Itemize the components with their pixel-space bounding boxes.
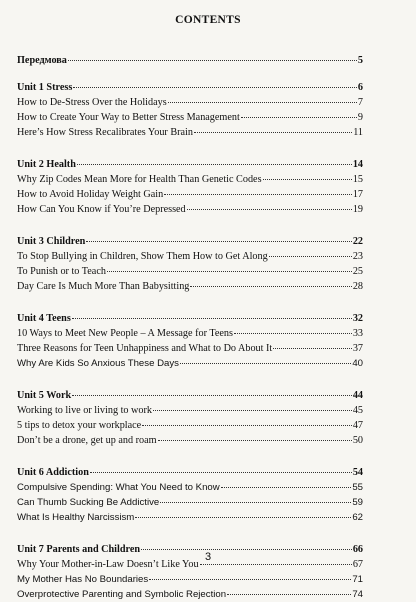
toc-preface: [17, 53, 363, 68]
page-title: CONTENTS: [175, 14, 241, 26]
toc-page-number: 45: [352, 405, 363, 416]
dot-leader: [135, 517, 351, 518]
section-gap: [17, 140, 363, 157]
toc-label: To Punish or to Teach: [17, 266, 106, 277]
section-gap: [17, 371, 363, 388]
toc-unit-heading: [17, 388, 363, 403]
toc-page-number: 67: [352, 559, 363, 570]
toc-label: Overprotective Parenting and Symbolic Rejection: [17, 589, 227, 600]
toc-label: Compulsive Spending: What You Need to Know: [17, 482, 220, 493]
toc-unit-heading: [17, 234, 363, 249]
dot-leader: [141, 549, 352, 550]
toc-label: Here’s How Stress Recalibrates Your Brain: [17, 127, 193, 138]
toc-page-number: 66: [352, 544, 363, 555]
toc-label: Unit 3 Children: [17, 236, 86, 247]
toc-label: Unit 7 Parents and Children: [17, 544, 141, 555]
toc-label: How to De-Stress Over the Holidays: [17, 97, 167, 108]
toc-label: Don’t be a drone, get up and roam: [17, 435, 157, 446]
section-gap: [17, 68, 363, 80]
toc-page-number: 74: [352, 589, 363, 600]
toc-page-number: 7: [357, 97, 363, 108]
dot-leader: [221, 487, 352, 488]
dot-leader: [241, 117, 357, 118]
toc-page-number: 28: [352, 281, 363, 292]
section-gap: [17, 448, 363, 465]
dot-leader: [180, 363, 351, 364]
section-gap: [17, 217, 363, 234]
toc-label: Unit 4 Teens: [17, 313, 71, 324]
toc-label: 5 tips to detox your workplace: [17, 420, 142, 431]
toc-entry: [17, 187, 363, 202]
toc-unit-heading: [17, 311, 363, 326]
toc-units: [17, 68, 363, 602]
toc-page-number: 62: [352, 512, 363, 523]
toc-page-number: 9: [357, 112, 363, 123]
toc-entry: [17, 202, 363, 217]
toc-entry: [17, 403, 363, 418]
toc-label: How to Create Your Way to Better Stress Management: [17, 112, 240, 123]
toc-label: What Is Healthy Narcissism: [17, 512, 135, 523]
dot-leader: [86, 241, 352, 242]
toc-page-number: 6: [357, 82, 363, 93]
toc-unit-heading: [17, 465, 363, 480]
dot-leader: [72, 395, 352, 396]
toc-page-number: 47: [352, 420, 363, 431]
toc-unit-heading: [17, 80, 363, 95]
toc-entry: [17, 418, 363, 433]
dot-leader: [158, 440, 352, 441]
toc-label: My Mother Has No Boundaries: [17, 574, 149, 585]
toc-label: How Can You Know if You’re Depressed: [17, 204, 186, 215]
toc-entry: [17, 279, 363, 294]
section-gap: [17, 294, 363, 311]
toc-label: Unit 6 Addiction: [17, 467, 89, 478]
toc-label: Working to live or living to work: [17, 405, 152, 416]
toc-page-number: 32: [352, 313, 363, 324]
toc-entry: [17, 433, 363, 448]
toc-entry: [17, 572, 363, 587]
toc-entry: [17, 326, 363, 341]
dot-leader: [269, 256, 352, 257]
section-gap: [17, 525, 363, 542]
dot-leader: [73, 87, 357, 88]
dot-leader: [72, 318, 352, 319]
page-number: 3: [204, 551, 212, 563]
toc-page-number: 37: [352, 343, 363, 354]
toc-label: Unit 1 Stress: [17, 82, 73, 93]
toc-label: Day Care Is Much More Than Babysitting: [17, 281, 190, 292]
table-of-contents: [17, 53, 363, 602]
dot-leader: [164, 194, 352, 195]
toc-entry: [17, 587, 363, 602]
toc-entry: [17, 125, 363, 140]
toc-page-number: 50: [352, 435, 363, 446]
toc-page-number: 11: [353, 127, 363, 138]
dot-leader: [190, 286, 351, 287]
toc-page-number: 23: [352, 251, 363, 262]
dot-leader: [273, 348, 352, 349]
toc-entry: [17, 95, 363, 110]
dot-leader: [227, 594, 351, 595]
toc-label: Can Thumb Sucking Be Addictive: [17, 497, 160, 508]
toc-entry: [17, 249, 363, 264]
toc-label: Передмова: [17, 55, 67, 66]
toc-page-number: 5: [357, 55, 363, 66]
toc-entry: [17, 110, 363, 125]
dot-leader: [187, 209, 352, 210]
toc-label: 10 Ways to Meet New People – A Message for Teens: [17, 328, 233, 339]
toc-entry: [17, 480, 363, 495]
toc-entry: [17, 264, 363, 279]
toc-page-number: 17: [352, 189, 363, 200]
dot-leader: [194, 132, 352, 133]
toc-page-number: 15: [352, 174, 363, 185]
dot-leader: [234, 333, 352, 334]
dot-leader: [107, 271, 352, 272]
toc-label: To Stop Bullying in Children, Show Them How to Get Along: [17, 251, 268, 262]
toc-entry: [17, 495, 363, 510]
toc-page-number: 33: [352, 328, 363, 339]
toc-label: Three Reasons for Teen Unhappiness and What to Do About It: [17, 343, 273, 354]
dot-leader: [142, 425, 352, 426]
toc-entry: [17, 341, 363, 356]
toc-page-number: 44: [352, 390, 363, 401]
dot-leader: [149, 579, 351, 580]
dot-leader: [90, 472, 352, 473]
toc-label: Why Are Kids So Anxious These Days: [17, 358, 179, 369]
toc-page-number: 54: [352, 467, 363, 478]
toc-page-number: 40: [352, 358, 363, 369]
toc-unit-heading: [17, 157, 363, 172]
toc-page-number: 59: [352, 497, 363, 508]
dot-leader: [263, 179, 352, 180]
toc-entry: [17, 356, 363, 371]
toc-entry: [17, 172, 363, 187]
toc-label: Why Your Mother-in-Law Doesn’t Like You: [17, 559, 199, 570]
toc-entry: [17, 510, 363, 525]
toc-label: How to Avoid Holiday Weight Gain: [17, 189, 164, 200]
toc-page-number: 55: [352, 482, 363, 493]
dot-leader: [68, 60, 357, 61]
dot-leader: [168, 102, 357, 103]
toc-page-number: 19: [352, 204, 363, 215]
toc-label: Unit 5 Work: [17, 390, 72, 401]
dot-leader: [200, 564, 352, 565]
toc-label: Unit 2 Health: [17, 159, 76, 170]
toc-page-number: 14: [352, 159, 363, 170]
toc-page-number: 25: [352, 266, 363, 277]
toc-page-number: 71: [352, 574, 363, 585]
toc-label: Why Zip Codes Mean More for Health Than Genetic Codes: [17, 174, 262, 185]
toc-page-number: 22: [352, 236, 363, 247]
dot-leader: [153, 410, 352, 411]
dot-leader: [77, 164, 352, 165]
dot-leader: [160, 502, 351, 503]
